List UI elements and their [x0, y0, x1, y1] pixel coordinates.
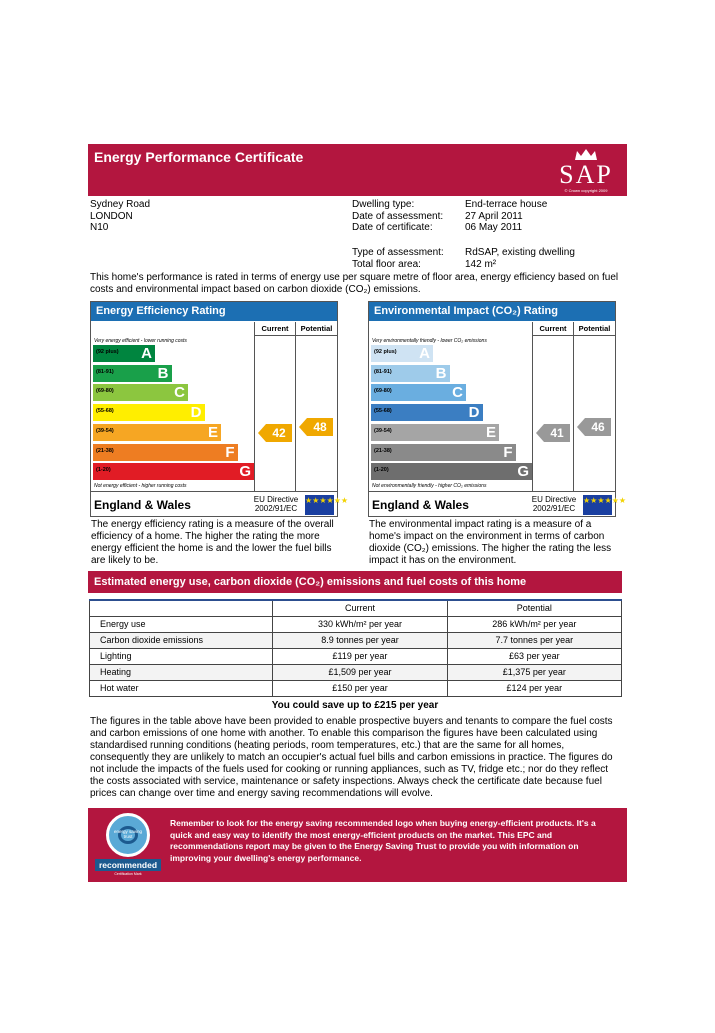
row-potential: £63 per year	[447, 648, 621, 664]
sap-logo-text: SAP	[559, 160, 613, 189]
scale-top-note: Very energy efficient - lower running costs	[94, 338, 187, 344]
energy-efficiency-explanation: The energy efficiency rating is a measure of the overall efficiency of a home. The higher the rating the more energy efficient the home is and the lower the fuel bills are likely to be.	[91, 519, 334, 566]
current-column-header: Current	[254, 322, 295, 336]
band-range-label: (55-68)	[374, 408, 392, 415]
certificate-date-label: Date of certificate:	[352, 222, 433, 233]
assessment-type-label: Type of assessment:	[352, 247, 444, 258]
band-letter: G	[517, 463, 529, 481]
eu-directive-line: EU Directive	[253, 495, 299, 504]
costs-section-title: Estimated energy use, carbon dioxide (CO₂) emissions and fuel costs of this home	[88, 571, 622, 593]
band-range-label: (39-54)	[374, 427, 392, 434]
rating-band-b	[93, 365, 172, 382]
environmental-impact-explanation: The environmental impact rating is a measure of a home's impact on the environment in terms of carbon dioxide (CO₂) emissions. The higher the rating the less impact it has on the environment.	[369, 519, 612, 566]
eu-directive-line: EU Directive	[531, 495, 577, 504]
address-line: LONDON	[90, 210, 133, 222]
eu-flag-icon	[305, 495, 349, 515]
band-letter: E	[485, 423, 496, 441]
table-header-current: Current	[273, 600, 447, 616]
eu-directive-line: 2002/91/EC	[254, 504, 298, 513]
certificate-date-value: 06 May 2011	[465, 222, 523, 233]
table-row	[90, 664, 622, 680]
savings-summary: You could save up to £215 per year	[271, 700, 439, 711]
row-label: Carbon dioxide emissions	[90, 632, 273, 648]
band-letter: F	[225, 443, 235, 461]
footer-text: Remember to look for the energy saving recommended logo when buying energy-efficient products. It's a quick and easy way to identify the most energy-efficient products on the market. This EPC and recommendations report may be given to the Energy Saving Trust to provide you with information on improving your dwelling's energy performance.	[170, 818, 596, 863]
band-range-label: (39-54)	[96, 427, 114, 434]
footer-banner	[88, 808, 627, 882]
band-letter: E	[207, 423, 218, 441]
rating-band-f	[371, 444, 516, 461]
certificate-header	[88, 144, 627, 196]
assessment-date-value: 27 April 2011	[465, 210, 523, 222]
dwelling-type-value: End-terrace house	[465, 199, 548, 210]
property-address	[90, 199, 150, 234]
rating-band-c	[93, 384, 188, 401]
band-range-label: (92 plus)	[374, 349, 397, 355]
assessment-values	[465, 247, 575, 271]
rating-band-d	[371, 404, 483, 421]
scale-bottom-note: Not energy efficient - higher running costs	[94, 483, 187, 489]
row-current: 8.9 tonnes per year	[273, 632, 447, 648]
eu-flag-icon	[583, 495, 627, 515]
rating-band-c	[371, 384, 466, 401]
scale-top-note: Very environmentally friendly - lower CO₂ emissions	[372, 338, 487, 344]
band-range-label: (81-91)	[96, 368, 114, 375]
table-row	[90, 632, 622, 648]
band-range-label: (21-38)	[96, 447, 114, 454]
logo-recommended-label: recommended	[95, 859, 161, 871]
table-row	[90, 616, 622, 632]
eu-directive	[527, 495, 581, 513]
address-line: N10	[90, 222, 109, 233]
band-letter: B	[157, 364, 169, 382]
band-range-label: (1-20)	[374, 467, 389, 474]
row-potential: 286 kWh/m² per year	[447, 616, 621, 632]
rating-band-g	[371, 463, 532, 480]
potential-column-header: Potential	[573, 322, 615, 336]
row-current: 330 kWh/m² per year	[273, 616, 447, 632]
band-letter: A	[141, 345, 152, 362]
rating-band-f	[93, 444, 238, 461]
rating-band-e	[93, 424, 221, 441]
potential-rating-value: 48	[307, 418, 333, 436]
panel-footer	[91, 491, 349, 516]
assessment-date-label: Date of assessment:	[352, 210, 444, 222]
band-range-label: (81-91)	[374, 368, 392, 375]
table-header-blank	[90, 600, 273, 616]
table-header-potential: Potential	[447, 600, 621, 616]
costs-table	[89, 599, 622, 697]
logo-disc	[106, 813, 150, 857]
band-range-label: (1-20)	[96, 467, 111, 474]
panel-footer	[369, 491, 627, 516]
band-letter: F	[503, 443, 513, 461]
sap-logo-copyright: © Crown copyright 2009	[564, 188, 608, 193]
band-letter: D	[468, 404, 480, 422]
current-rating-value: 41	[544, 424, 570, 442]
band-letter: A	[419, 345, 430, 362]
band-range-label: (92 plus)	[96, 349, 119, 355]
eu-flag-stars: ★★★★★★	[583, 496, 627, 505]
rating-band-e	[371, 424, 499, 441]
table-row	[90, 648, 622, 664]
row-label: Hot water	[90, 680, 273, 696]
sap-logo	[551, 148, 621, 192]
floor-area-label: Total floor area:	[352, 259, 421, 270]
row-potential: 7.7 tonnes per year	[447, 632, 621, 648]
address-line: Sydney Road	[90, 199, 151, 210]
rating-band-a	[93, 345, 155, 362]
assessment-labels	[352, 247, 444, 271]
energy-efficiency-panel	[90, 301, 349, 517]
eu-directive-line: 2002/91/EC	[532, 504, 576, 513]
row-current: £119 per year	[273, 648, 447, 664]
region-label: England & Wales	[94, 498, 191, 512]
band-range-label: (69-80)	[374, 388, 392, 395]
intro-text: This home's performance is rated in terms of energy use per square metre of floor area, energy efficiency based on fuel costs and environmental impact based on carbon dioxide (CO₂) emissions.	[90, 272, 619, 295]
environmental-impact-panel	[368, 301, 627, 517]
band-letter: G	[239, 463, 251, 481]
dwelling-values	[465, 199, 547, 234]
row-label: Energy use	[90, 616, 273, 632]
band-letter: C	[452, 384, 463, 402]
row-label: Heating	[90, 664, 273, 680]
table-row	[90, 680, 622, 696]
assessment-type-value: RdSAP, existing dwelling	[465, 247, 575, 258]
current-rating-value: 42	[266, 424, 292, 442]
current-column-header: Current	[532, 322, 573, 336]
rating-band-a	[371, 345, 433, 362]
region-label: England & Wales	[372, 498, 469, 512]
eu-flag-stars: ★★★★★★	[305, 496, 349, 505]
rating-band-d	[93, 404, 205, 421]
potential-rating-value: 46	[585, 418, 611, 436]
row-label: Lighting	[90, 648, 273, 664]
dwelling-labels	[352, 199, 443, 234]
rating-band-g	[93, 463, 254, 480]
scale-bottom-note: Not environmentally friendly - higher CO₂ emissions	[372, 483, 487, 489]
row-current: £150 per year	[273, 680, 447, 696]
dwelling-type-label: Dwelling type:	[352, 199, 415, 210]
potential-column-header: Potential	[295, 322, 337, 336]
page-title: Energy Performance Certificate	[94, 149, 304, 165]
band-letter: C	[174, 384, 185, 402]
band-range-label: (55-68)	[96, 408, 114, 415]
band-range-label: (69-80)	[96, 388, 114, 395]
band-letter: B	[435, 364, 447, 382]
logo-certification-mark: Certification Mark	[114, 872, 142, 876]
row-potential: £124 per year	[447, 680, 621, 696]
energy-saving-trust-icon	[93, 813, 163, 877]
rating-band-b	[371, 365, 450, 382]
band-range-label: (21-38)	[374, 447, 392, 454]
panel-title: Environmental Impact (CO₂) Rating	[369, 302, 615, 321]
eu-directive	[249, 495, 303, 513]
band-letter: D	[190, 404, 202, 422]
panel-title: Energy Efficiency Rating	[91, 302, 337, 321]
row-potential: £1,375 per year	[447, 664, 621, 680]
logo-ring-text: energy saving trust	[113, 829, 143, 839]
row-current: £1,509 per year	[273, 664, 447, 680]
floor-area-value: 142 m²	[465, 259, 497, 270]
figures-explanation: The figures in the table above have been provided to enable prospective buyers and tenants to compare the fuel costs and carbon emissions of one home with another. To enable this comparison the figures have been calculated using standardised running conditions (heating periods, room temperatures, etc.) that are the same for all homes, consequently they are unlikely to match an occupier's actual fuel bills and carbon emissions in practice. The figures do not include the impacts of the fuels used for cooking or running appliances, such as TV, fridge etc.; nor do they reflect the costs associated with service, maintenance or safety inspections. Always check the certificate date because fuel prices can change over time and energy saving recommendations will evolve.	[90, 716, 613, 799]
